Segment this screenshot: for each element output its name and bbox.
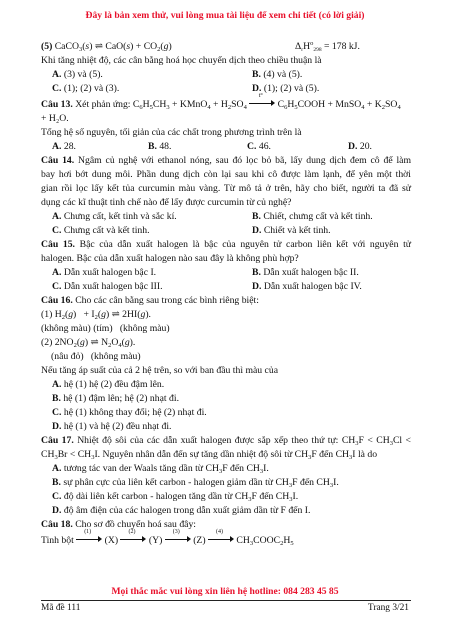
enthalpy-value: $\Delta_rH^o_{298} = 178$ kJ. xyxy=(295,39,360,53)
equation-5: (5) CaCO$_3$(s) ⇌ $CaO(s) + CO_2(g)$ $\Delta_rH^o_{298} = 178$ kJ. xyxy=(41,39,360,53)
equilibrium-1: (1) $H_2(g) + I_2(g)$ ⇌ 2HI(g). xyxy=(41,309,151,321)
shift-options-ab: A. (3) và (5). B. (4) và (5). xyxy=(52,69,303,80)
exam-code: Mã đề 111 xyxy=(41,603,81,613)
hotline-banner: Mọi thắc mắc vui lòng xin liên hệ hotline: 084 283 45 85 xyxy=(111,586,339,597)
page-number: Trang 3/21 xyxy=(367,603,409,613)
q15-options-ab: A. Dẫn xuất halogen bậc I. B. Dẫn xuất halogen bậc II. xyxy=(52,267,359,278)
q15-options-cd: C. Dẫn xuất halogen bậc III. D. Dẫn xuất halogen bậc IV. xyxy=(52,281,362,292)
question-16: Câu 16. Cho các cân bằng sau trong các bình riêng biệt: xyxy=(41,295,259,306)
question-18: Câu 18. Cho sơ đồ chuyển hoá sau đây: xyxy=(41,519,197,530)
shift-question: Khi tăng nhiệt độ, các cân bằng hoá học chuyển dịch theo chiều thuận là xyxy=(41,55,322,66)
shift-options-cd: C. (1); (2) và (3). D. (1); (2) và (5). xyxy=(52,83,320,94)
conversion-scheme: Tinh bột (1) (X) (2) (Y) (3) (Z) (4) $CH_3COOC_2H_5$ xyxy=(41,529,294,547)
equilibrium-2: (2) $2NO_2(g)$ ⇌ $N_2O_4(g)$. xyxy=(41,337,136,349)
q14-options-cd: C. Chưng cất và kết tinh. D. Chiết và kết tinh. xyxy=(52,225,331,236)
q14-options-ab: A. Chưng cất, kết tinh và sắc kí. B. Chiết, chưng cất và kết tinh. xyxy=(52,211,373,222)
question-13: Câu 13. Xét phản ứng: $C_6H_5CH_3$ + KMnO$_4$ + $H_2SO_4$ t° $C_6H_5COOH$ + MnSO$_4$ + $K_2SO_4$ xyxy=(41,93,401,111)
question-14: Câu 14. Ngâm củ nghệ với ethanol nóng, sau đó lọc bỏ bã, lấy dung dịch đem cô để làm xyxy=(41,155,411,166)
question-content: (5) CaCO$_3$(s) ⇌ $CaO(s) + CO_2(g)$ $\Delta_rH^o_{298} = 178$ kJ. Khi tăng nhiệt độ, các cân bằng hoá học chuyển dịch theo chiều thuận là A. (3) và (5). B. (4) và (5). C. (1); (2) và (3). D. (1); (2) và (5). Câu 13. Xét phản ứng: $C_6H_5CH_3$ + KMnO$_4$ + $H_2SO_4$ t° $C_6H_5COOH$ + MnSO$_4$ + $K_2SO_4$ + H₂O. Tổng hệ số nguyên, tối giản của các chất trong phương trình trên là A. 28. B. 48. C. 46. D. 20. Câu 14. Ngâm củ nghệ với ethanol nóng, sau đó lọc bỏ bã, lấy dung dịch đem cô để làm bay hơi bớt dung môi. Phần dung dịch còn lại sau khi cô được làm lạnh, để yên một thời gian rồi lọc lấy kết tủa curcumin màu vàng. Từ mô tả ở trên, hãy cho biết, người ta đã sử dụng các kĩ thuật tinh chế nào để lấy được curcumin từ củ nghệ? A. Chưng cất, kết tinh và sắc kí. B. Chiết, chưng cất và kết tinh. C. Chưng cất và kết tinh. D. Chiết và kết tinh. Câu 15. Bậc của dẫn xuất halogen là bậc của nguyên tử carbon liên kết với nguyên tử halogen. Bậc của dẫn xuất halogen nào sau đây là không phù hợp? A. Dẫn xuất halogen bậc I. B. Dẫn xuất halogen bậc II. C. Dẫn xuất halogen bậc III. D. Dẫn xuất halogen bậc IV. Câu 16. Cho các cân bằng sau trong các bình riêng biệt: (1) $H_2(g) + I_2(g)$ ⇌ 2HI(g). (không màu) (tím) (không màu) (2) $2NO_2(g)$ ⇌ $N_2O_4(g)$. (nâu đỏ) (không màu) Nếu tăng áp suất của cả 2 hệ trên, so với ban đầu thì màu của A. hệ (1) hệ (2) đều đậm lên. B. hệ (1) đậm lên; hệ (2) nhạt đi. C. hệ (1) không thay đổi; hệ (2) nhạt đi. D. hệ (1) và hệ (2) đều nhạt đi. Câu 17. Nhiệt độ sôi của các dẫn xuất halogen được sắp xếp theo thứ tự: $CH_3F < CH_3Cl$ < $CH_3Br < CH_3I$. Nguyên nhân dẫn đến sự tăng dần nhiệt độ sôi từ $CH_3F$ đến $CH_3I$ là do A. tương tác van der Waals tăng dần từ $CH_3F$ đến $CH_3I$. B. sự phân cực của liên kết carbon - halogen giảm dần từ $CH_3F$ đến $CH_3I$. C. độ dài liên kết carbon - halogen tăng dần từ $CH_3F$ đến $CH_3I$. D. độ âm điện của các halogen trong dẫn xuất giảm dần từ F đến I. Câu 18. Cho sơ đồ chuyển hoá sau đây: Tinh bột (1) (X) (2) (Y) (3) (Z) (4) $CH_3COOC_2H_5$ xyxy=(41,39,412,547)
preview-banner: Đây là bản xem thử, vui lòng mua tài liệu để xem chi tiết (có lời giải) xyxy=(85,10,365,21)
reaction-arrow: t° xyxy=(249,98,275,108)
question-15: Câu 15. Bậc của dẫn xuất halogen là bậc của nguyên tử carbon liên kết với nguyên tử xyxy=(41,239,412,250)
question-17: Câu 17. Nhiệt độ sôi của các dẫn xuất halogen được sắp xếp theo thứ tự: $CH_3F < CH_3Cl$ < xyxy=(41,435,411,447)
footer-divider xyxy=(41,600,411,601)
q13-options: A. 28. B. 48. C. 46. D. 20. xyxy=(52,141,372,152)
